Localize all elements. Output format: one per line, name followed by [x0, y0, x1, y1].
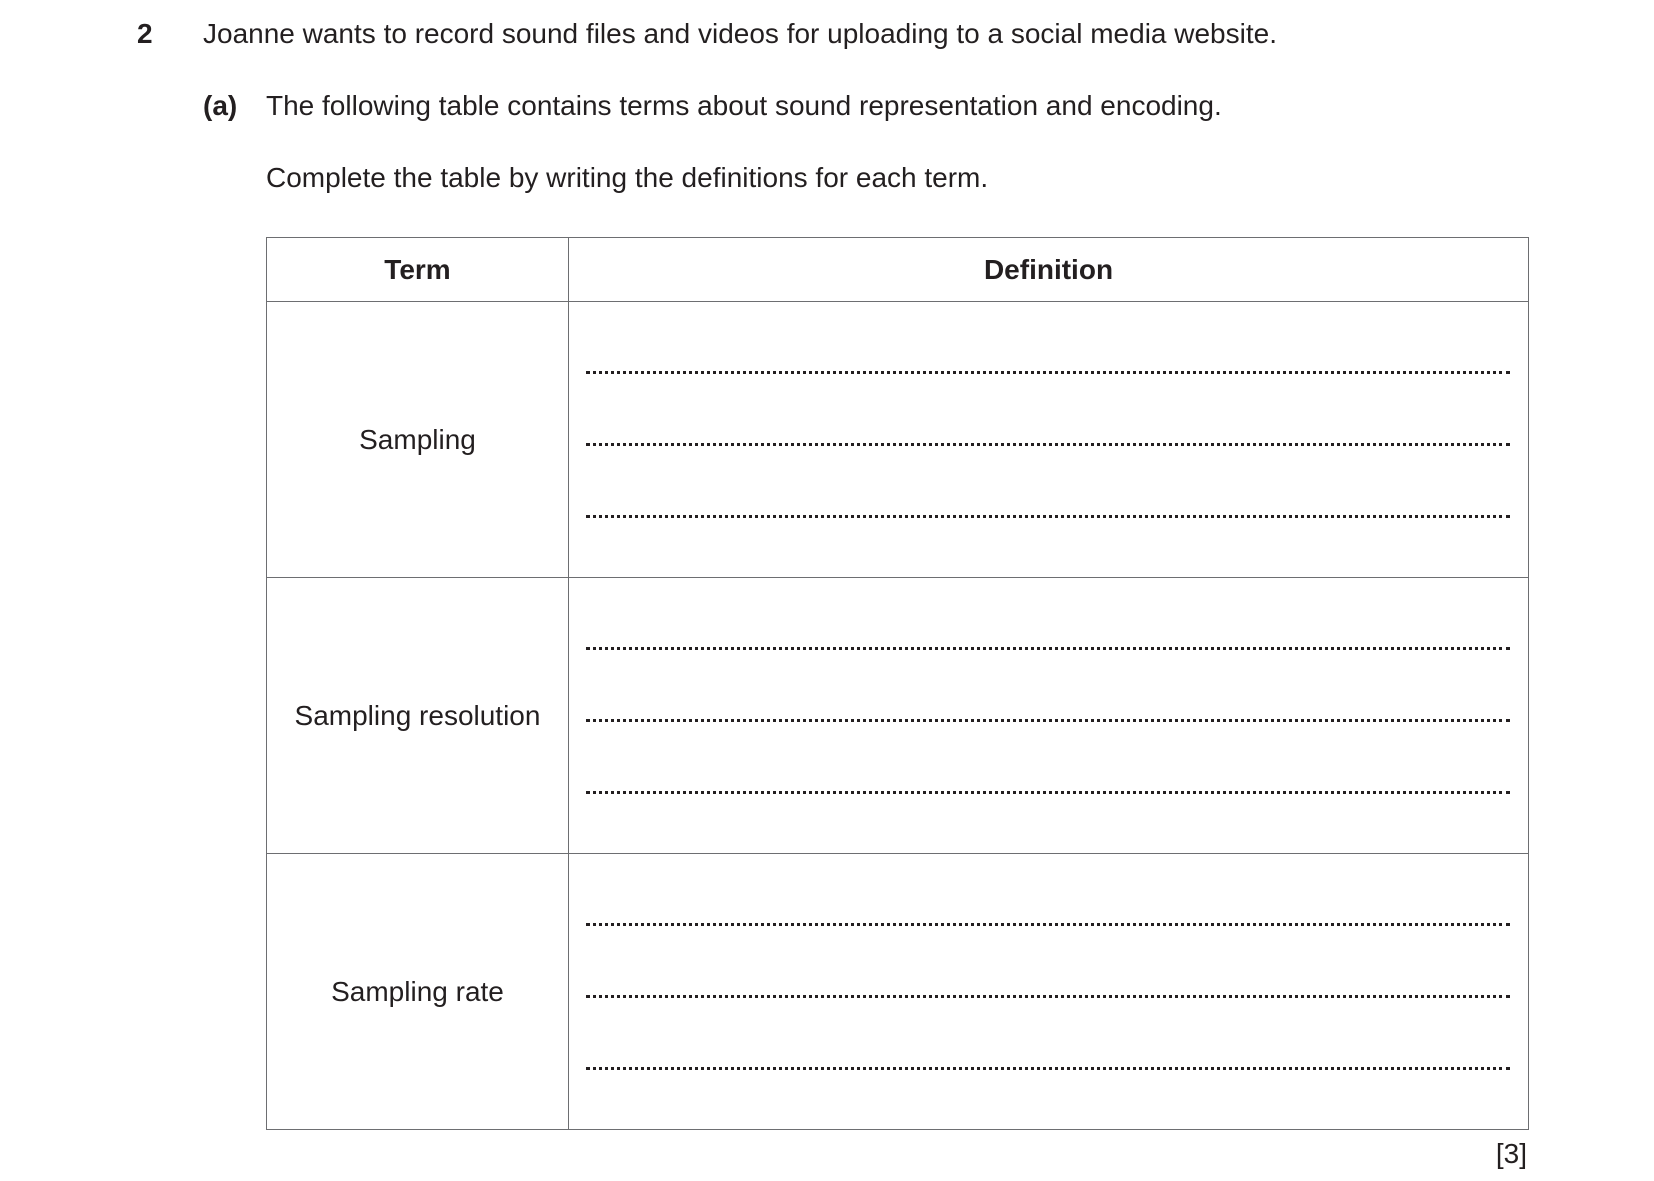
term-header: Term: [267, 238, 569, 302]
definition-header: Definition: [569, 238, 1529, 302]
definition-answer-area[interactable]: [569, 302, 1529, 578]
table-row: [267, 854, 1529, 1130]
question-number: 2: [137, 18, 153, 49]
question-stem: Joanne wants to record sound files and videos for uploading to a social media website.: [203, 18, 1277, 49]
answer-line[interactable]: [586, 371, 1510, 374]
table-row: [267, 578, 1529, 854]
table-header-row: [267, 238, 1529, 302]
part-text: The following table contains terms about sound representation and encoding.: [266, 90, 1222, 121]
answer-line[interactable]: [586, 995, 1510, 998]
answer-line[interactable]: [586, 923, 1510, 926]
definitions-table: [266, 237, 1529, 1130]
answer-line[interactable]: [586, 1067, 1510, 1070]
definition-answer-area[interactable]: [569, 578, 1529, 854]
part-instruction: Complete the table by writing the definitions for each term.: [266, 162, 989, 193]
answer-line[interactable]: [586, 719, 1510, 722]
answer-line[interactable]: [586, 443, 1510, 446]
answer-line[interactable]: [586, 647, 1510, 650]
table-row: [267, 302, 1529, 578]
term-cell: Sampling resolution: [267, 578, 569, 854]
answer-line[interactable]: [586, 515, 1510, 518]
answer-line[interactable]: [586, 791, 1510, 794]
definition-answer-area[interactable]: [569, 854, 1529, 1130]
term-cell: Sampling rate: [267, 854, 569, 1130]
marks-allocation: [3]: [1495, 1138, 1527, 1169]
term-cell: Sampling: [267, 302, 569, 578]
part-label: (a): [203, 90, 238, 121]
